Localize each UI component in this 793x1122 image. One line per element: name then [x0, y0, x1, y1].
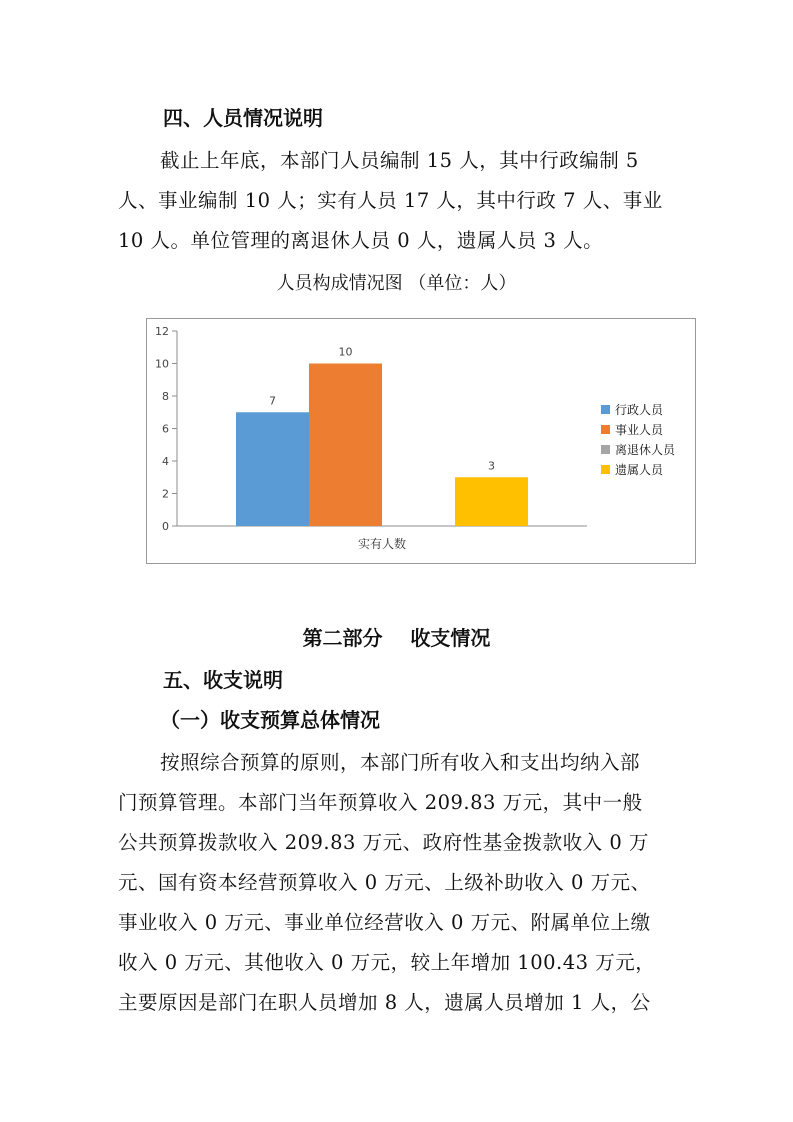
paragraph-line: 按照综合预算的原则，本部门所有收入和支出均纳入部: [160, 751, 641, 774]
legend-item: [601, 439, 675, 459]
section-5-heading: 五、收支说明: [163, 668, 283, 692]
bar-1: [236, 412, 309, 526]
y-tick-label: 0: [162, 520, 169, 533]
legend-item: [601, 459, 675, 479]
data-label: 7: [269, 394, 276, 408]
paragraph-line: 事业收入 0 万元、事业单位经营收入 0 万元、附属单位上缴: [118, 911, 651, 934]
paragraph-line: 截止上年底，本部门人员编制 15 人，其中行政编制 5: [160, 149, 639, 172]
paragraph-line: 主要原因是部门在职人员增加 8 人，遗属人员增加 1 人，公: [118, 991, 651, 1014]
legend-swatch: [601, 405, 610, 414]
y-tick-label: 4: [162, 455, 169, 468]
y-tick-label: 12: [155, 325, 169, 338]
data-label: 10: [338, 345, 353, 359]
legend-swatch: [601, 465, 610, 474]
paragraph-line: 元、国有资本经营预算收入 0 万元、上级补助收入 0 万元、: [118, 871, 651, 894]
legend-item: [601, 419, 675, 439]
x-category-label: 实有人数: [357, 537, 407, 551]
legend-label: 事业人员: [615, 422, 664, 437]
legend-label: 行政人员: [615, 402, 664, 417]
paragraph-line: 收入 0 万元、其他收入 0 万元，较上年增加 100.43 万元，: [118, 951, 656, 974]
section-4-paragraph: [118, 141, 678, 261]
chart-area: [146, 318, 696, 564]
legend-label: 遗属人员: [615, 462, 664, 477]
legend-swatch: [601, 445, 610, 454]
paragraph-line: 人、事业编制 10 人；实有人员 17 人，其中行政 7 人、事业: [118, 189, 663, 212]
paragraph-line: 10 人。单位管理的离退休人员 0 人，遗属人员 3 人。: [118, 229, 604, 252]
chart-title: 人员构成情况图 （单位：人）: [276, 273, 517, 294]
legend-label: 离退休人员: [615, 442, 676, 457]
section-4-heading: 四、人员情况说明: [163, 106, 323, 130]
paragraph-line: 门预算管理。本部门当年预算收入 209.83 万元，其中一般: [118, 791, 643, 814]
bar-4: [455, 477, 528, 526]
paragraph-line: 公共预算拨款收入 209.83 万元、政府性基金拨款收入 0 万: [118, 831, 649, 854]
y-tick-label: 2: [162, 487, 169, 501]
legend-swatch: [601, 425, 610, 434]
bar-2: [309, 364, 382, 527]
data-label: 3: [488, 459, 495, 473]
part-2-title: 第二部分 收支情况: [302, 626, 491, 650]
y-tick-label: 8: [162, 390, 169, 403]
legend-item: [601, 399, 675, 419]
section-5-paragraph: [118, 743, 678, 1023]
section-5-subheading: （一）收支预算总体情况: [160, 708, 380, 732]
y-tick-label: 6: [162, 422, 169, 436]
y-tick-label: 10: [155, 357, 169, 371]
chart-legend: [601, 399, 675, 479]
